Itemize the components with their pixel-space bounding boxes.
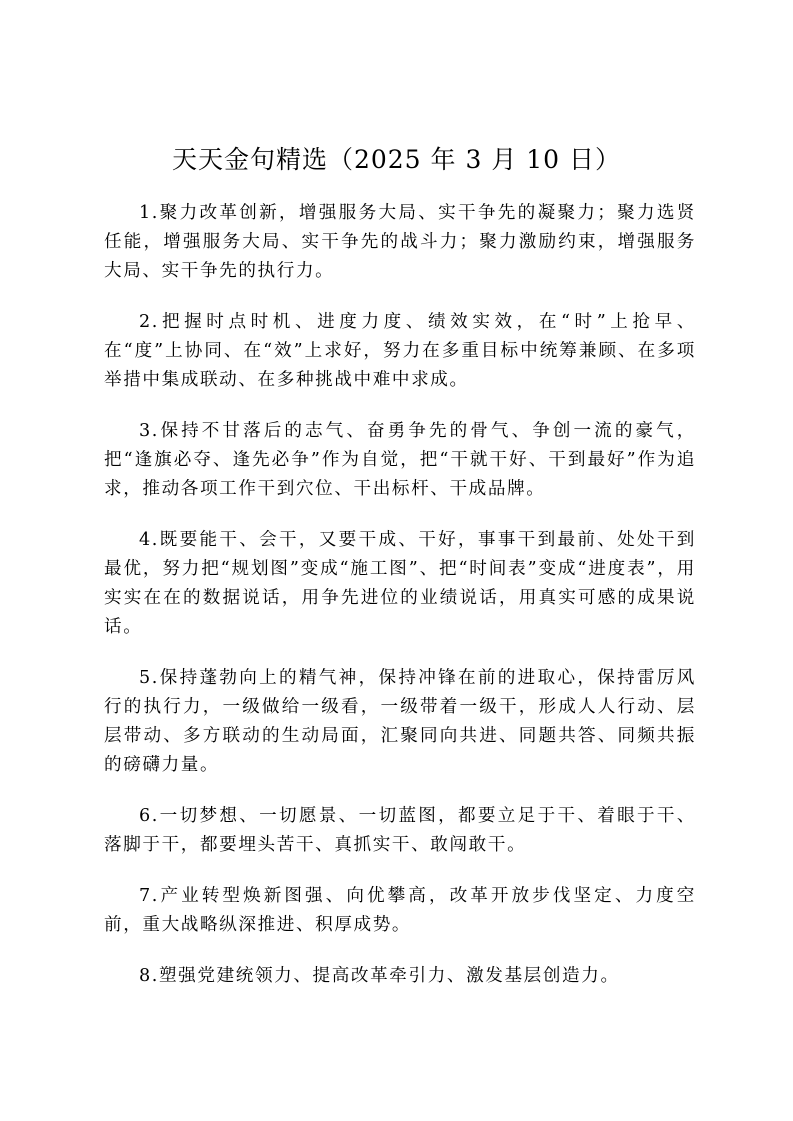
quote-item-5: 5.保持蓬勃向上的精气神，保持冲锋在前的进取心，保持雷厉风行的执行力，一级做给一级看，一级带着一级干，形成人人行动、层层带动、多方联动的生动局面，汇聚同向共进、同题共答、同频共振的磅礴力量。 [104, 668, 696, 775]
document-body [104, 199, 696, 1013]
quote-item-7: 7.产业转型焕新图强、向优攀高，改革开放步伐坚定、力度空前，重大战略纵深推进、积厚成势。 [104, 886, 696, 935]
quote-item-4: 4.既要能干、会干，又要干成、干好，事事干到最前、处处干到最优，努力把“规划图”变成“施工图”、把“时间表”变成“进度表”，用实实在在的数据说话，用争先进位的业绩说话，用真实可感的成果说话。 [104, 530, 696, 637]
quote-item-8: 8.塑强党建统领力、提高改革牵引力、激发基层创造力。 [139, 966, 620, 986]
document-title: 天天金句精选（2025 年 3 月 10 日） [171, 145, 622, 174]
quote-item-3: 3.保持不甘落后的志气、奋勇争先的骨气、争创一流的豪气，把“逢旗必夺、逢先必争”作为自觉，把“干就干好、干到最好”作为追求，推动各项工作干到穴位、干出标杆、干成品牌。 [104, 421, 696, 499]
quote-item-6: 6.一切梦想、一切愿景、一切蓝图，都要立足于干、着眼于干、落脚于干，都要埋头苦干、真抓实干、敢闯敢干。 [104, 806, 696, 855]
quote-item-2: 2.把握时点时机、进度力度、绩效实效，在“时”上抢早、在“度”上协同、在“效”上求好，努力在多重目标中统筹兼顾、在多项举措中集成联动、在多种挑战中难中求成。 [104, 312, 696, 390]
quote-item-1: 1.聚力改革创新，增强服务大局、实干争先的凝聚力；聚力选贤任能，增强服务大局、实干争先的战斗力；聚力激励约束，增强服务大局、实干争先的执行力。 [104, 203, 696, 281]
